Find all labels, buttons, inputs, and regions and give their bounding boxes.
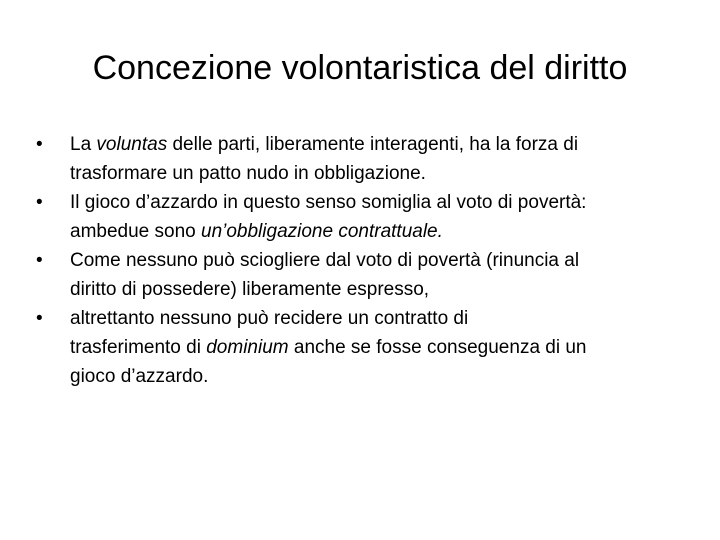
bullet-marker: • [36,192,43,213]
slide-title: Concezione volontaristica del diritto [92,49,628,87]
bullet-text: Come nessuno può sciogliere dal voto di povertà (rinuncia al [70,250,580,271]
bullet-line [70,333,686,362]
bullet-line [70,188,686,217]
bullet-marker: • [36,308,43,329]
bullet-line [70,159,686,188]
bullet-text: anche se fosse conseguenza di un [288,337,587,358]
bullet-marker: • [36,250,43,271]
italic-text: un’obbligazione contrattuale. [201,221,443,242]
bullet-line [70,362,686,391]
bullet-item [36,130,686,188]
bullet-text: diritto di possedere) liberamente espresso, [70,279,430,300]
bullet-text: trasformare un patto nudo in obbligazione. [70,163,426,184]
bullet-text: La [70,134,97,155]
bullet-marker: • [36,134,43,155]
bullet-text: ambedue sono [70,221,201,242]
bullet-item [36,188,686,246]
bullet-text: altrettanto nessuno può recidere un contratto di [70,308,469,329]
bullet-line [70,217,686,246]
bullet-item [36,246,686,304]
bullet-item [36,304,686,391]
bullet-line [70,246,686,275]
bullet-text: trasferimento di [70,337,207,358]
bullet-text: Il gioco d’azzardo in questo senso somiglia al voto di povertà: [70,192,587,213]
italic-text: voluntas [96,134,168,155]
bullet-list [36,130,686,391]
italic-text: dominium [206,337,289,358]
bullet-line [70,304,686,333]
bullet-text: delle parti, liberamente interagenti, ha la forza di [167,134,579,155]
bullet-line [70,275,686,304]
bullet-text: gioco d’azzardo. [70,366,209,387]
bullet-line [70,130,686,159]
